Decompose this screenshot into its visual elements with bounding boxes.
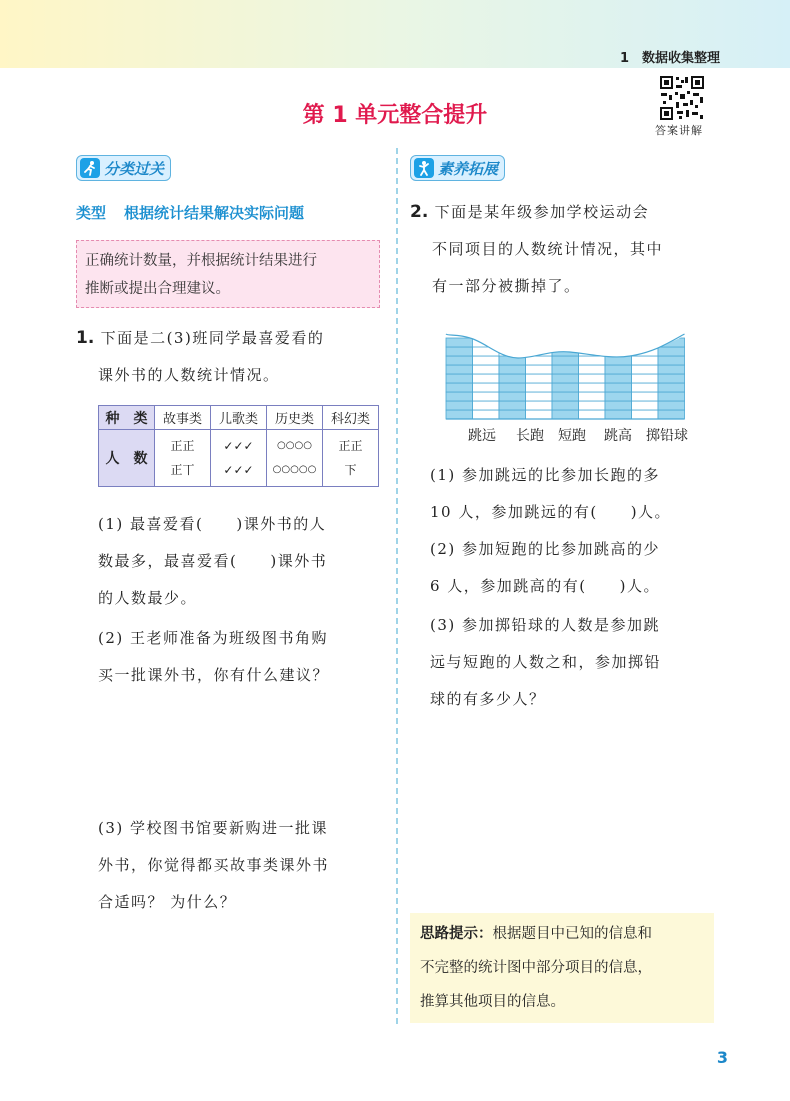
tip-line: 推断或提出合理建议。 bbox=[85, 281, 230, 297]
grid-cell bbox=[473, 365, 500, 374]
chart-bar-cell-掷铅球 bbox=[658, 401, 685, 410]
text-line: (1) 最喜爱看( )课外书的人 bbox=[98, 515, 327, 533]
chart-bar-cell-跳远 bbox=[446, 392, 473, 401]
chart-bar-cell-跳高 bbox=[605, 374, 632, 383]
chart-bar-cell-掷铅球 bbox=[658, 410, 685, 419]
table-cell-category: 故事类 bbox=[155, 406, 211, 430]
text-line: (1) 参加跳远的比参加长跑的多 bbox=[430, 466, 661, 484]
chart-bar-cell-跳远 bbox=[446, 356, 473, 365]
chart-bar-cell-跳高 bbox=[605, 401, 632, 410]
grid-cell bbox=[526, 365, 553, 374]
chart-bar-cell-长跑 bbox=[499, 401, 526, 410]
chart-bar-cell-跳远 bbox=[446, 365, 473, 374]
chart-bar-cell-掷铅球 bbox=[658, 365, 685, 374]
table-row bbox=[99, 406, 379, 430]
chart-bar-cell-短跑 bbox=[552, 383, 579, 392]
stem-line: 下面是某年级参加学校运动会 bbox=[434, 203, 650, 221]
hint-text: 不完整的统计图中部分项目的信息， bbox=[420, 960, 652, 976]
table-cell-tally: 正正 下 bbox=[323, 430, 379, 487]
table-cell-tally: 正正 正丅 bbox=[155, 430, 211, 487]
section-badge-classification bbox=[76, 155, 171, 181]
grid-cell bbox=[632, 392, 659, 401]
table-header-kind: 种 类 bbox=[99, 406, 155, 430]
chart-bar-cell-跳远 bbox=[446, 374, 473, 383]
stem-line: 有一部分被撕掉了。 bbox=[432, 277, 581, 295]
grid-cell bbox=[473, 410, 500, 419]
athlete-icon bbox=[414, 158, 434, 178]
grid-cell bbox=[632, 401, 659, 410]
chart-bar-cell-长跑 bbox=[499, 365, 526, 374]
grid-cell bbox=[473, 401, 500, 410]
chart-bar-cell-跳高 bbox=[605, 383, 632, 392]
chart-bar-cell-跳远 bbox=[446, 383, 473, 392]
section-badge-extension bbox=[410, 155, 505, 181]
chart-bar-cell-长跑 bbox=[499, 392, 526, 401]
chart-bar-cell-短跑 bbox=[552, 365, 579, 374]
question-1-part-3 bbox=[98, 810, 388, 921]
text-line: 数最多，最喜爱看( )课外书 bbox=[98, 552, 328, 570]
chart-bar-cell-跳远 bbox=[446, 401, 473, 410]
grid-cell bbox=[632, 383, 659, 392]
question-2-part-3 bbox=[430, 607, 720, 718]
chart-bar-cell-掷铅球 bbox=[658, 347, 685, 356]
grid-cell bbox=[632, 374, 659, 383]
torn-bar-chart bbox=[440, 312, 690, 424]
text-line: (3) 学校图书馆要新购进一批课 bbox=[98, 819, 329, 837]
page-title: 第 1 单元整合提升 bbox=[302, 103, 488, 128]
grid-cell bbox=[526, 383, 553, 392]
hint-text: 根据题目中已知的信息和 bbox=[492, 926, 652, 942]
hint-label: 思路提示： bbox=[420, 926, 493, 942]
chapter-label: 1 数据收集整理 bbox=[619, 51, 720, 66]
grid-cell bbox=[526, 410, 553, 419]
table-cell-category: 科幻类 bbox=[323, 406, 379, 430]
chart-category-label: 跳高 bbox=[604, 428, 632, 444]
type-heading bbox=[76, 202, 304, 223]
chart-bar-cell-短跑 bbox=[552, 401, 579, 410]
chart-category-label: 跳远 bbox=[468, 428, 496, 444]
stem-line: 不同项目的人数统计情况，其中 bbox=[432, 240, 664, 258]
question-number: 2. bbox=[410, 202, 429, 222]
chart-bar-cell-跳远 bbox=[446, 410, 473, 419]
chart-bar-cell-跳远 bbox=[446, 347, 473, 356]
text-line: 外书，你觉得都买故事类课外书 bbox=[98, 856, 330, 874]
badge-label: 分类过关 bbox=[104, 159, 165, 178]
text-line: 合适吗？ 为什么？ bbox=[98, 893, 237, 911]
grid-cell bbox=[579, 356, 606, 365]
stem-line: 课外书的人数统计情况。 bbox=[98, 366, 280, 384]
question-2-stem bbox=[410, 194, 720, 305]
page-number: 3 bbox=[716, 1048, 728, 1067]
method-tip-box bbox=[76, 240, 380, 308]
grid-cell bbox=[526, 401, 553, 410]
chart-bar-cell-掷铅球 bbox=[658, 392, 685, 401]
table-row bbox=[99, 430, 379, 487]
grid-cell bbox=[579, 410, 606, 419]
type-label: 类型 bbox=[76, 204, 107, 222]
grid-cell bbox=[632, 356, 659, 365]
grid-cell bbox=[579, 383, 606, 392]
text-line: (3) 参加掷铅球的人数是参加跳 bbox=[430, 616, 661, 634]
chart-category-label: 掷铅球 bbox=[646, 428, 688, 444]
text-line: (2) 参加短跑的比参加跳高的少 bbox=[430, 540, 661, 558]
table-cell-category: 儿歌类 bbox=[211, 406, 267, 430]
grid-cell bbox=[473, 374, 500, 383]
text-line: 10 人，参加跳远的有( )人。 bbox=[430, 503, 672, 521]
chart-category-label: 短跑 bbox=[558, 428, 586, 444]
chart-bar-cell-长跑 bbox=[499, 410, 526, 419]
badge-label: 素养拓展 bbox=[438, 159, 499, 178]
grid-cell bbox=[526, 392, 553, 401]
grid-cell bbox=[579, 401, 606, 410]
text-line: 远与短跑的人数之和，参加掷铅 bbox=[430, 653, 662, 671]
grid-cell bbox=[632, 410, 659, 419]
question-number: 1. bbox=[76, 328, 95, 348]
chart-bar-cell-长跑 bbox=[499, 374, 526, 383]
question-1-part-1 bbox=[98, 506, 388, 617]
hint-box bbox=[410, 913, 714, 1023]
grid-cell bbox=[526, 374, 553, 383]
qr-caption: 答案讲解 bbox=[655, 124, 703, 137]
type-title: 根据统计结果解决实际问题 bbox=[124, 204, 305, 222]
text-line: 6 人，参加跳高的有( )人。 bbox=[430, 577, 661, 595]
text-line: 买一批课外书，你有什么建议？ bbox=[98, 666, 330, 684]
question-2-part-2 bbox=[430, 531, 720, 605]
table-header-count: 人 数 bbox=[99, 430, 155, 487]
question-2-part-1 bbox=[430, 457, 720, 531]
table-cell-tally: ✓✓✓ ✓✓✓ bbox=[211, 430, 267, 487]
chart-bar-cell-短跑 bbox=[552, 392, 579, 401]
hint-text: 推算其他项目的信息。 bbox=[420, 994, 565, 1010]
table-cell-category: 历史类 bbox=[267, 406, 323, 430]
grid-cell bbox=[473, 383, 500, 392]
tally-table bbox=[98, 405, 379, 487]
chart-bar-cell-短跑 bbox=[552, 356, 579, 365]
question-1-part-2 bbox=[98, 620, 388, 694]
tip-line: 正确统计数量，并根据统计结果进行 bbox=[85, 253, 317, 269]
chart-bar-cell-掷铅球 bbox=[658, 383, 685, 392]
text-line: 的人数最少。 bbox=[98, 589, 198, 607]
chart-bar-cell-短跑 bbox=[552, 410, 579, 419]
text-line: (2) 王老师准备为班级图书角购 bbox=[98, 629, 329, 647]
chart-bar-cell-掷铅球 bbox=[658, 374, 685, 383]
chart-bar-cell-跳高 bbox=[605, 365, 632, 374]
chart-bar-cell-短跑 bbox=[552, 374, 579, 383]
grid-cell bbox=[579, 392, 606, 401]
grid-cell bbox=[632, 365, 659, 374]
runner-icon bbox=[80, 158, 100, 178]
grid-cell bbox=[473, 356, 500, 365]
column-divider bbox=[396, 148, 398, 1024]
chart-bar-cell-跳高 bbox=[605, 410, 632, 419]
grid-cell bbox=[579, 365, 606, 374]
chart-bar-cell-长跑 bbox=[499, 383, 526, 392]
table-cell-tally: ○○○○ ○○○○○ bbox=[267, 430, 323, 487]
text-line: 球的有多少人？ bbox=[430, 690, 546, 708]
question-1-stem bbox=[76, 320, 386, 394]
chart-bar-cell-掷铅球 bbox=[658, 356, 685, 365]
chart-bar-cell-跳远 bbox=[446, 338, 473, 347]
stem-line: 下面是二(3)班同学最喜爱看的 bbox=[100, 329, 325, 347]
chart-category-label: 长跑 bbox=[516, 428, 544, 444]
grid-cell bbox=[473, 392, 500, 401]
grid-cell bbox=[579, 374, 606, 383]
chart-bar-cell-跳高 bbox=[605, 392, 632, 401]
